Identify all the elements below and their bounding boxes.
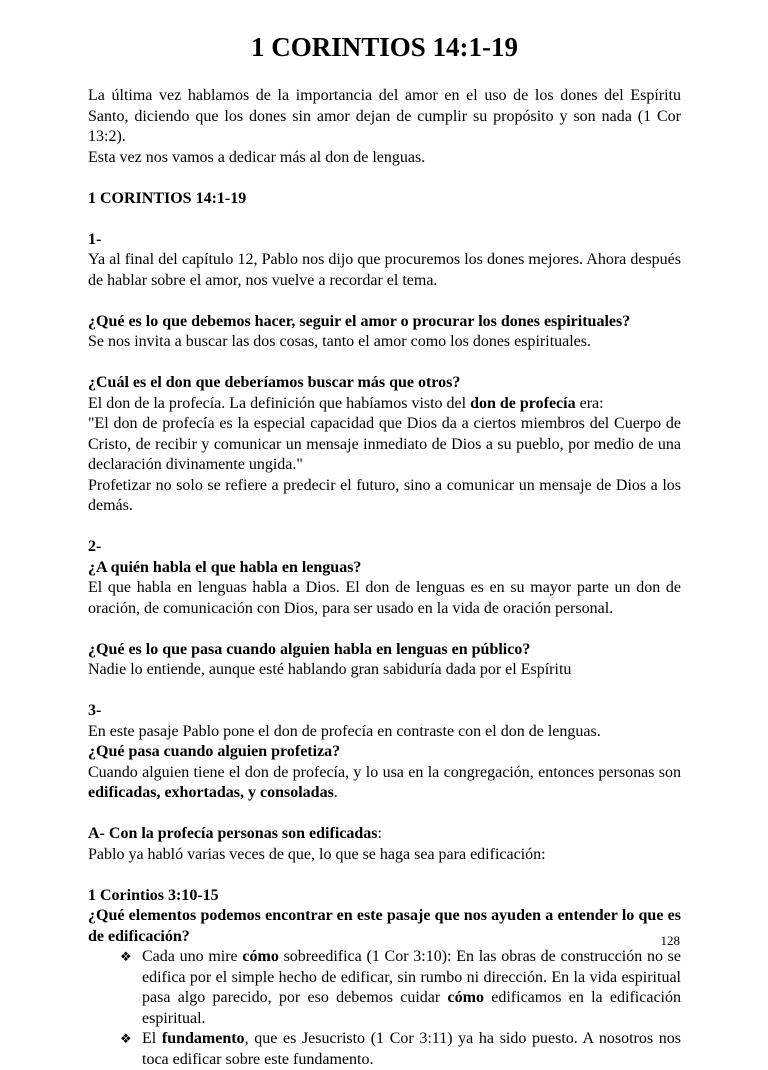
- answer: El que habla en lenguas habla a Dios. El don de lenguas es en su mayor parte un don de oración, de comunicación con Dios, para ser usado en la vida de oración personal.: [88, 579, 681, 617]
- item-bold: cómo: [448, 989, 484, 1006]
- intro-paragraph: [88, 86, 681, 168]
- paragraph-text: Ya al final del capítulo 12, Pablo nos dijo que procuremos los dones mejores. Ahora después de hablar sobre el amor, nos vuelve a recordar el tema.: [88, 251, 681, 289]
- item-bold: cómo: [242, 948, 278, 965]
- answer-bold: edificadas, exhortadas, y consoladas: [88, 784, 334, 801]
- answer-bold: don de profecía: [470, 395, 575, 412]
- answer: Profetizar no solo se refiere a predecir el futuro, sino a comunicar un mensaje de Dios a los demás.: [88, 477, 681, 515]
- diamond-bullet-icon: ❖: [120, 947, 132, 968]
- section-3: [88, 701, 681, 804]
- answer: El don de la profecía. La definición que habíamos visto del: [88, 395, 470, 412]
- section-number: 2-: [88, 538, 101, 555]
- qa-block: [88, 640, 681, 681]
- item-text: Cada uno mire: [142, 948, 242, 965]
- section-heading: [88, 189, 681, 210]
- question: ¿Qué pasa cuando alguien profetiza?: [88, 743, 340, 760]
- answer: Nadie lo entiende, aunque esté hablando gran sabiduría dada por el Espíritu: [88, 661, 571, 678]
- diamond-bullet-icon: ❖: [120, 1029, 132, 1050]
- colon: :: [378, 825, 382, 842]
- paragraph-text: En este pasaje Pablo pone el don de profecía en contraste con el don de lenguas.: [88, 723, 601, 740]
- section-1: [88, 230, 681, 292]
- quote: "El don de profecía es la especial capacidad que Dios da a ciertos miembros del Cuerpo de Cristo, de recibir y comunicar un mensaje inmediato de Dios a su pueblo, por medio de una declaración divinamente ungida.": [88, 415, 681, 473]
- question: ¿Qué elementos podemos encontrar en este pasaje que nos ayuden a entender lo que es de edificación?: [88, 907, 681, 945]
- question: ¿Qué es lo que debemos hacer, seguir el amor o procurar los dones espirituales?: [88, 313, 630, 330]
- page-title: 1 CORINTIOS 14:1-19: [88, 30, 681, 64]
- document-page: [88, 0, 681, 1070]
- bullet-list: [88, 947, 681, 1070]
- answer: era:: [576, 395, 604, 412]
- section-heading-text: 1 CORINTIOS 14:1-19: [88, 190, 246, 207]
- section-number: 1-: [88, 231, 101, 248]
- section-2: [88, 537, 681, 619]
- answer: Cuando alguien tiene el don de profecía, y lo usa en la congregación, entonces personas son: [88, 764, 681, 781]
- answer: Se nos invita a buscar las dos cosas, tanto el amor como los dones espirituales.: [88, 333, 591, 350]
- intro-text: Esta vez nos vamos a dedicar más al don de lenguas.: [88, 149, 425, 166]
- question: ¿Cuál es el don que deberíamos buscar más que otros?: [88, 374, 460, 391]
- section-number: 3-: [88, 702, 101, 719]
- intro-text: La última vez hablamos de la importancia del amor en el uso de los dones del Espíritu Santo, diciendo que los dones sin amor dejan de cumplir su propósito y son nada (1 Cor 13:2).: [88, 87, 681, 145]
- item-text: El: [142, 1030, 162, 1047]
- scripture-reference: 1 Corintios 3:10-15: [88, 887, 219, 904]
- question: ¿A quién habla el que habla en lenguas?: [88, 559, 361, 576]
- section-b: [88, 886, 681, 1070]
- item-text: , que es Jesucristo (1 Cor 3:11) ya ha sido puesto. A nosotros nos toca edificar sobre este fundamento.: [142, 1030, 681, 1068]
- item-text: edificamos en la edificación espiritual.: [142, 989, 681, 1027]
- item-bold: fundamento: [162, 1030, 245, 1047]
- section-a: [88, 824, 681, 865]
- qa-block: [88, 312, 681, 353]
- list-item: [142, 1029, 681, 1070]
- item-text: sobreedifica (1 Cor 3:10): En las obras de construcción no se edifica por el simple hecho de edificar, sin rumbo ni dirección. En la vida espiritual pasa algo parecido, por eso debemos cuidar: [142, 948, 681, 1006]
- list-item: [142, 947, 681, 1029]
- qa-block: [88, 373, 681, 517]
- answer: .: [334, 784, 338, 801]
- subheading: A- Con la profecía personas son edificadas: [88, 825, 378, 842]
- page-number: 128: [661, 933, 681, 949]
- question: ¿Qué es lo que pasa cuando alguien habla en lenguas en público?: [88, 641, 530, 658]
- paragraph-text: Pablo ya habló varias veces de que, lo que se haga sea para edificación:: [88, 846, 546, 863]
